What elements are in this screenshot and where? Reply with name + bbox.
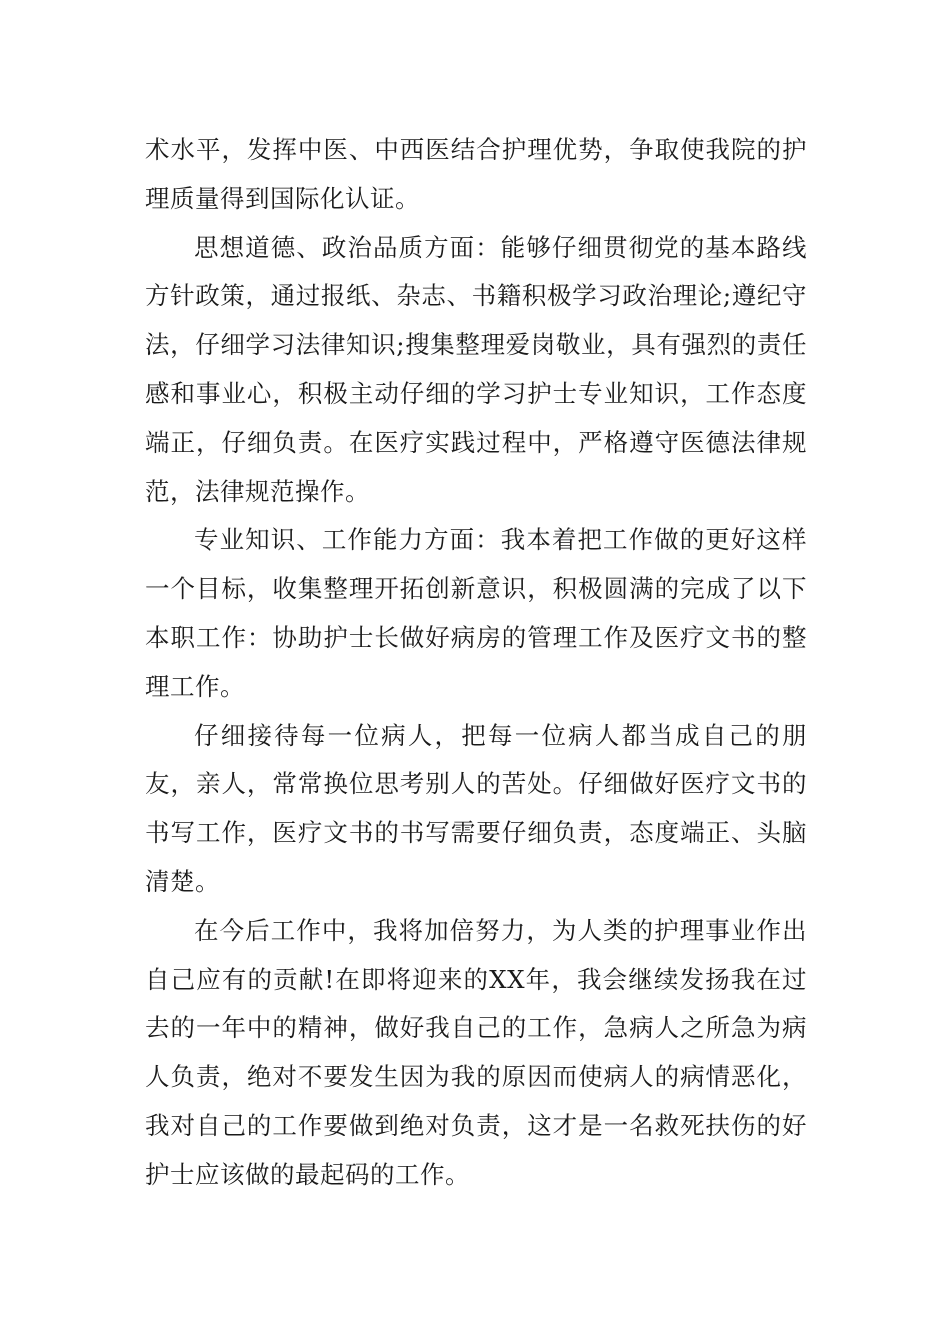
paragraph-professional: 专业知识、工作能力方面：我本着把工作做的更好这样一个目标，收集整理开拓创新意识，积极圆满的完成了以下本职工作：协助护士长做好病房的管理工作及医疗文书的整理工作。 [145, 525, 807, 701]
paragraph-ideology: 思想道德、政治品质方面：能够仔细贯彻党的基本路线方针政策，通过报纸、杂志、书籍积极学习政治理论;遵纪守法，仔细学习法律知识;搜集整理爱岗敬业，具有强烈的责任感和事业心，积极主动仔细的学习护士专业知识，工作态度端正，仔细负责。在医疗实践过程中，严格遵守医德法律规范，法律规范操作。 [145, 232, 807, 506]
document-body [145, 126, 807, 1200]
paragraph-future-plan: 在今后工作中，我将加倍努力，为人类的护理事业作出自己应有的贡献!在即将迎来的XX年，我会继续发扬我在过去的一年中的精神，做好我自己的工作，急病人之所急为病人负责，绝对不要发生因为我的原因而使病人的病情恶化，我对自己的工作要做到绝对负责，这才是一名救死扶伤的好护士应该做的最起码的工作。 [145, 915, 807, 1189]
paragraph-patient-care: 仔细接待每一位病人，把每一位病人都当成自己的朋友，亲人，常常换位思考别人的苦处。仔细做好医疗文书的书写工作，医疗文书的书写需要仔细负责，态度端正、头脑清楚。 [145, 720, 807, 896]
paragraph-continuation: 术水平，发挥中医、中西医结合护理优势，争取使我院的护理质量得到国际化认证。 [145, 135, 807, 213]
